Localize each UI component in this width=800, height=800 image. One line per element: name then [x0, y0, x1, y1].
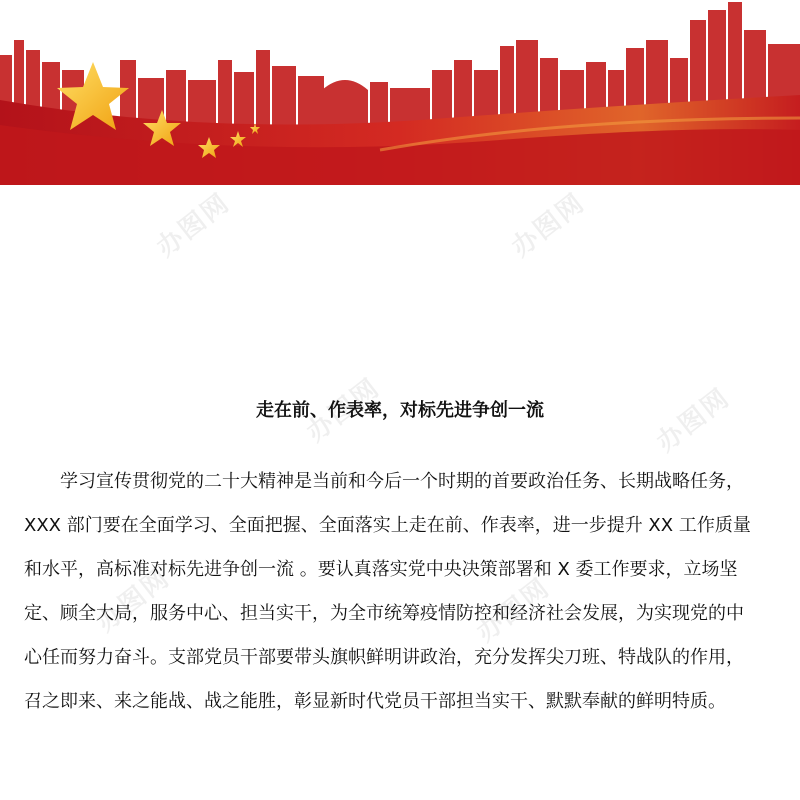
- watermark: 办图网: [506, 187, 591, 264]
- watermark: 办图网: [301, 372, 386, 449]
- watermark: 办图网: [471, 572, 556, 649]
- paragraph-line: 心任而努力奋斗。支部党员干部要带头旗帜鲜明讲政治，充分发挥尖刀班、特战队的作用，: [24, 647, 744, 668]
- watermark: 办图网: [651, 382, 736, 459]
- header-banner: [0, 0, 800, 185]
- paragraph-line: 和水平，高标准对标先进争创一流 。要认真落实党中央决策部署和 X 委工作要求，立场坚: [24, 559, 738, 580]
- watermark: 办图网: [91, 562, 176, 639]
- paragraph-line: 召之即来、来之能战、战之能胜，彰显新时代党员干部担当实干、默默奉献的鲜明特质。: [24, 691, 726, 712]
- paragraph-line: 学习宣传贯彻党的二十大精神是当前和今后一个时期的首要政治任务、长期战略任务，: [60, 471, 744, 492]
- document-title: 走在前、作表率，对标先进争创一流: [256, 400, 544, 421]
- paragraph-line: 定、顾全大局，服务中心、担当实干，为全市统筹疫情防控和经济社会发展，为实现党的中: [24, 603, 744, 624]
- paragraph-line: XXX 部门要在全面学习、全面把握、全面落实上走在前、作表率，进一步提升 XX 工作质量: [24, 515, 751, 536]
- watermark: 办图网: [151, 187, 236, 264]
- document-body: [24, 460, 780, 724]
